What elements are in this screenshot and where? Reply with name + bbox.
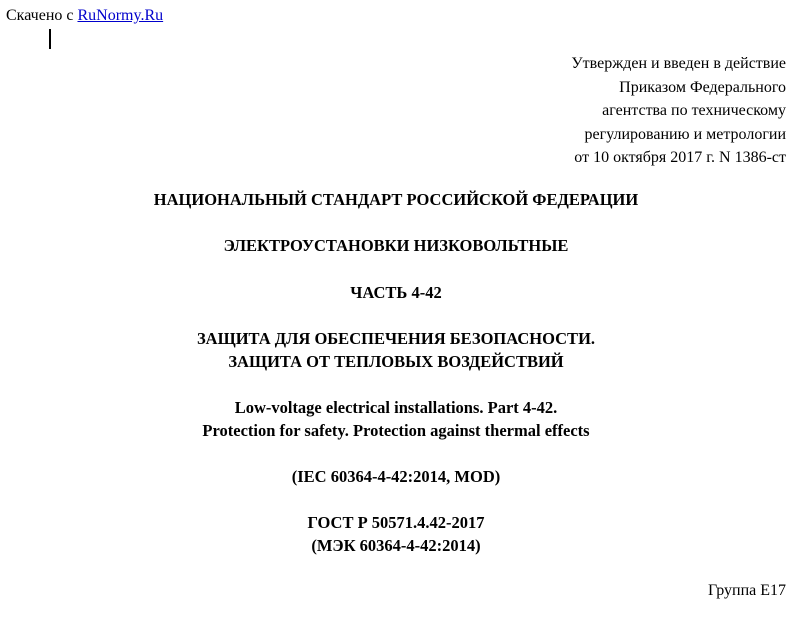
document-subtitle — [0, 327, 792, 373]
english-title-line: Low-voltage electrical installations. Part 4-42. — [234, 398, 558, 417]
gost-designation — [0, 511, 792, 557]
english-title — [0, 396, 792, 442]
approval-line: Приказом Федерального — [619, 78, 786, 96]
iec-equivalent: (МЭК 60364-4-42:2014) — [311, 536, 481, 555]
iec-reference: (IEC 60364-4-42:2014, MOD) — [291, 467, 501, 486]
approval-line: регулированию и метрологии — [584, 125, 786, 143]
approval-line: от 10 октября 2017 г. N 1386-ст — [574, 149, 786, 166]
source-link[interactable]: RuNormy.Ru — [77, 7, 164, 24]
source-prefix: Скачено с — [6, 7, 78, 24]
approval-block — [386, 52, 786, 170]
document-title: ЭЛЕКТРОУСТАНОВКИ НИЗКОВОЛЬТНЫЕ — [223, 236, 569, 255]
subtitle-line: ЗАЩИТА ОТ ТЕПЛОВЫХ ВОЗДЕЙСТВИЙ — [228, 352, 564, 371]
gost-number: ГОСТ Р 50571.4.42-2017 — [307, 513, 485, 532]
subtitle-line: ЗАЩИТА ДЛЯ ОБЕСПЕЧЕНИЯ БЕЗОПАСНОСТИ. — [196, 329, 596, 348]
text-cursor — [49, 29, 51, 49]
document-part: ЧАСТЬ 4-42 — [350, 283, 442, 302]
approval-line: Утвержден и введен в действие — [571, 55, 786, 72]
source-line — [6, 6, 163, 26]
approval-line: агентства по техническому — [602, 102, 786, 119]
group-code: Группа Е17 — [707, 582, 786, 599]
english-title-line: Protection for safety. Protection against thermal effects — [202, 421, 590, 440]
standard-header: НАЦИОНАЛЬНЫЙ СТАНДАРТ РОССИЙСКОЙ ФЕДЕРАЦИИ — [153, 190, 639, 209]
